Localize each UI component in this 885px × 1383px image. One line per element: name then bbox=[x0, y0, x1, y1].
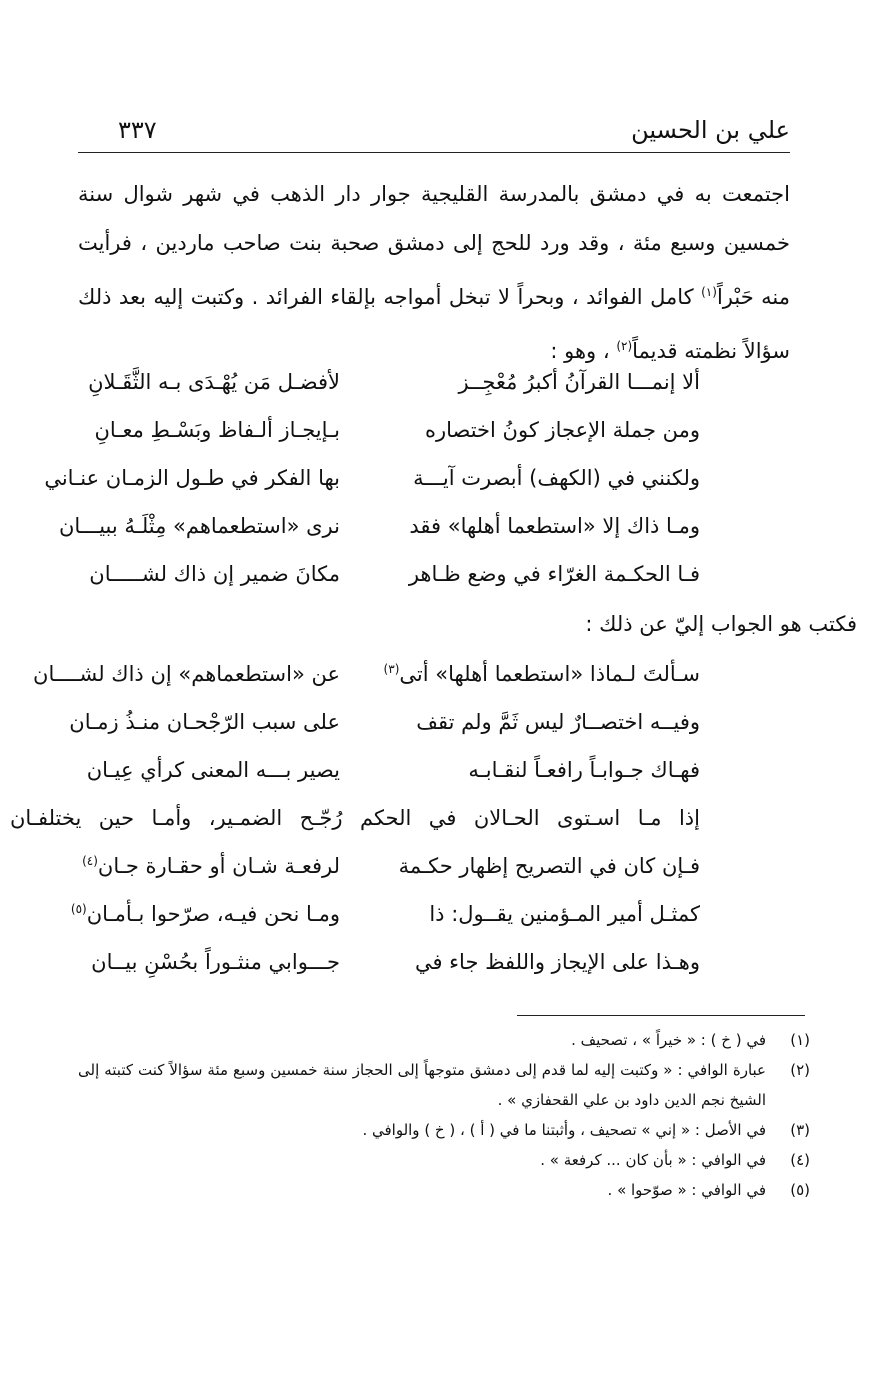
footnotes bbox=[78, 1025, 810, 1205]
verse-line-full: إذا مـا اسـتوى الحـالان في الحكم رُجّـح الضمـير، وأمـا حين يختلفـان bbox=[10, 806, 700, 830]
verse-line: سـألتَ لـماذا «استطعما أهلها» أتى$^{(٣)}$ عن «استطعماهم» إن ذاك لشــــان bbox=[33, 662, 700, 686]
verse-line: وفيــه اختصــارٌ ليس ثَمَّ ولم تقف على سبب الرّجْحـان منـذُ زمـان bbox=[69, 710, 700, 734]
verse-line: ولكنني في (الكهف) أبصرت آيـــة بها الفكر في طـول الزمـان عنـاني bbox=[44, 466, 700, 490]
footnote-ref-3: (٣) bbox=[383, 662, 400, 676]
footnote: (١) في ( خ ) : « خيراً » ، تصحيف . bbox=[571, 1031, 810, 1049]
footnote: (٥) في الوافي : « صوّحوا » . bbox=[607, 1181, 810, 1199]
main-text bbox=[78, 170, 790, 376]
verse-line: فـا الحكـمة الغرّاء في وضع ظـاهر مكانَ ضمير إن ذاك لشـــــان bbox=[89, 562, 700, 586]
footnote: (٤) في الوافي : « بأن كان ... كرفعة » . bbox=[540, 1151, 810, 1169]
footnote: (٢) عبارة الوافي : « وكتبت إليه لما قدم إلى دمشق متوجهاً إلى الحجاز سنة خمسين وسبع مئة سؤالاً كنت كتبته إلى الشيخ نجم الدين داود بن علي القحفازي » . bbox=[78, 1061, 810, 1109]
verse-line: فـإن كان في التصريح إظهار حكـمة لرفعـة شـان أو حقـارة جـان$^{(٤)}$ bbox=[82, 854, 700, 878]
header-title: علي بن الحسين bbox=[631, 116, 790, 144]
verse-line: فهـاك جـوابـاً رافعـاً لنقـابـه يصير بـــه المعنى كرأي عِيـان bbox=[86, 758, 700, 782]
verse-line: وهـذا على الإيجاز واللفظ جاء في جـــوابي منثـوراً بحُسْنِ بيــان bbox=[91, 950, 700, 974]
intro-paragraph: اجتمعت به في دمشق بالمدرسة القليجية جوار دار الذهب في شهر شوال سنة خمسين وسبع مئة ، وقد ورد للحج إلى دمشق صحبة بنت صاحب ماردين ، فرأيت منه حَبْراً$^{(١)}$ كامل الفوائد ، وبحراً لا تبخل أمواجه بإلقاء الفرائد . وكتبت إليه بعد ذلك سؤالاً نظمته قديماً$^{(٢)}$ ، وهو : bbox=[78, 182, 791, 363]
verse-line: ألا إنمـــا القرآنُ أكبرُ مُعْجِــز لأفضـل مَن يُهْـدَى بـه الثَّقَـلانِ bbox=[88, 370, 700, 394]
running-header bbox=[78, 112, 790, 153]
verse-line: ومن جملة الإعجاز كونُ اختصاره بـإيجـاز ألـفاظ وبَسْـطِ معـانِ bbox=[94, 418, 700, 442]
footnote-ref-4: (٤) bbox=[82, 854, 98, 868]
footnote-ref-5: (٥) bbox=[70, 902, 87, 916]
footnote-ref-1: (١) bbox=[701, 285, 717, 299]
reply-intro: فكتب هو الجواب إليّ عن ذلك : bbox=[585, 612, 857, 636]
answer-poem bbox=[0, 662, 712, 998]
footnote: (٣) في الأصل : « إني » تصحيف ، وأثبتنا ما في ( أ ) ، ( خ ) والوافي . bbox=[362, 1121, 810, 1139]
footnote-ref-2: (٢) bbox=[616, 339, 633, 353]
verse-line: كمثـل أمير المـؤمنين يقــول: ذا ومـا نحن فيـه، صرّحوا بـأمـان$^{(٥)}$ bbox=[70, 902, 700, 926]
page-number: ٣٣٧ bbox=[118, 116, 157, 144]
footnote-divider bbox=[517, 1015, 805, 1016]
verse-line: ومـا ذاك إلا «استطعما أهلها» فقد نرى «استطعماهم» مِثْلَـهُ ببيـــان bbox=[58, 514, 700, 538]
question-poem bbox=[0, 370, 712, 610]
